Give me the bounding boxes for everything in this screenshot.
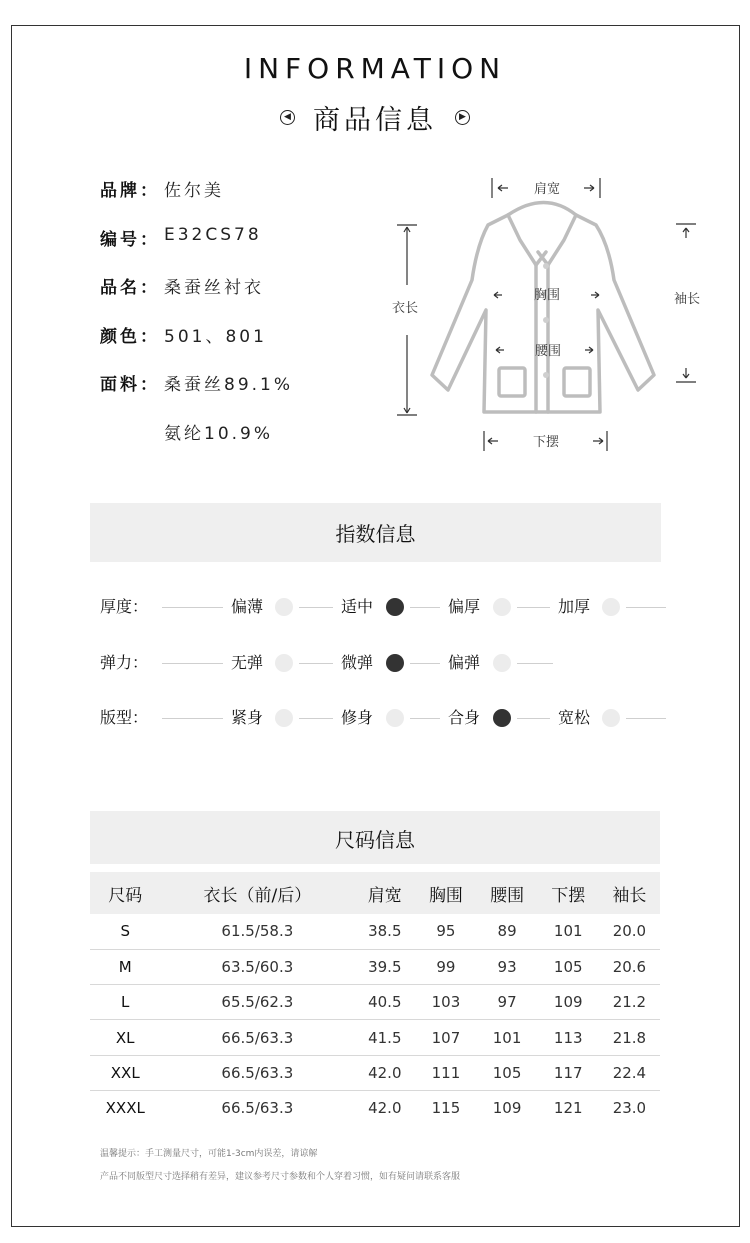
index-connector-line: [162, 718, 223, 719]
info-label: 面料：: [100, 375, 160, 395]
shoulder-label: 肩宽: [533, 182, 561, 197]
info-value: 桑蚕丝衬衣: [164, 278, 264, 298]
page-title-en: INFORMATION: [243, 52, 507, 85]
table-row: [90, 1020, 660, 1055]
index-connector-line: [299, 607, 333, 608]
info-label: 品名：: [100, 278, 160, 298]
index-dot: [493, 654, 511, 672]
size-notes: [100, 1143, 460, 1189]
index-row-label: 弹力：: [100, 653, 149, 672]
table-cell: 41.5: [354, 1020, 415, 1055]
table-cell: 66.5/63.3: [160, 1020, 354, 1055]
index-dot: [602, 709, 620, 727]
info-row-brand: [100, 176, 293, 225]
index-connector-line: [517, 718, 550, 719]
index-option-label: 紧身: [231, 708, 264, 727]
table-cell: 20.0: [599, 914, 660, 949]
index-row-label: 版型：: [100, 708, 149, 727]
table-cell: 39.5: [354, 949, 415, 984]
table-cell: 65.5/62.3: [160, 985, 354, 1020]
table-cell: XXXL: [105, 1099, 145, 1118]
table-cell: 42.0: [368, 1099, 402, 1118]
circle-left-arrow-icon: ◀: [280, 110, 295, 125]
index-connector-line: [299, 718, 333, 719]
index-connector-line: [626, 718, 666, 719]
index-dot-selected: [386, 654, 404, 672]
size-col-header: 袖长: [599, 872, 660, 914]
table-cell: 111: [415, 1055, 476, 1090]
info-row-fabric: [100, 370, 293, 419]
sleeve-label: 袖长: [673, 292, 701, 307]
length-label: 衣长: [391, 301, 419, 316]
index-option-label: 加厚: [558, 597, 591, 616]
table-cell: 21.8: [599, 1020, 660, 1055]
table-cell: 109: [538, 985, 599, 1020]
table-row: [90, 1090, 660, 1125]
index-connector-line: [410, 663, 440, 664]
info-label: 品牌：: [100, 181, 160, 201]
table-cell: 101: [477, 1020, 538, 1055]
table-cell: 109: [492, 1099, 522, 1118]
shirt-measurement-diagram: [380, 170, 710, 460]
table-cell: 107: [415, 1020, 476, 1055]
hem-label: 下摆: [532, 435, 560, 450]
table-cell: 117: [538, 1055, 599, 1090]
index-option-label: 偏弹: [448, 653, 481, 672]
index-section-title: 指数信息: [90, 503, 661, 562]
info-row-name: [100, 273, 293, 322]
size-col-header: 胸围: [415, 872, 476, 914]
index-option-label: 修身: [341, 708, 374, 727]
table-cell: L: [90, 985, 160, 1020]
info-value: E32CS78: [164, 224, 262, 245]
table-cell: XL: [90, 1020, 160, 1055]
page-title-cn-row: [0, 98, 750, 137]
index-connector-line: [517, 607, 550, 608]
info-label: 编号：: [100, 229, 160, 250]
table-cell: 95: [415, 914, 476, 949]
table-row: [90, 949, 660, 984]
index-row: [100, 706, 670, 730]
circle-right-arrow-icon: ▶: [455, 110, 470, 125]
index-dot: [602, 598, 620, 616]
table-cell: 61.5/58.3: [160, 914, 354, 949]
table-cell: M: [90, 949, 160, 984]
table-cell: 97: [477, 985, 538, 1020]
index-row: [100, 651, 670, 675]
table-cell: 42.0: [354, 1055, 415, 1090]
size-col-header: 尺码: [90, 872, 160, 914]
table-cell: 93: [477, 949, 538, 984]
index-option-label: 适中: [341, 597, 374, 616]
index-connector-line: [162, 607, 223, 608]
index-option-label: 偏薄: [231, 597, 264, 616]
size-section-title: 尺码信息: [90, 811, 660, 864]
index-row: [100, 595, 670, 619]
index-dot: [275, 654, 293, 672]
info-value: 氨纶10.9%: [164, 423, 274, 444]
size-table: [90, 872, 660, 1126]
table-cell: 40.5: [354, 985, 415, 1020]
size-table-header-row: [90, 872, 660, 914]
table-cell: 105: [538, 949, 599, 984]
table-cell: 121: [553, 1099, 583, 1118]
index-option-label: 合身: [448, 708, 481, 727]
info-value: 501、801: [164, 326, 267, 347]
index-option-label: 无弹: [231, 653, 264, 672]
index-row-label: 厚度：: [100, 597, 149, 616]
index-connector-line: [162, 663, 223, 664]
index-connector-line: [626, 607, 666, 608]
index-dot-selected: [386, 598, 404, 616]
table-cell: 63.5/60.3: [160, 949, 354, 984]
length-arrow-icon: [397, 225, 417, 415]
index-dot: [493, 598, 511, 616]
table-cell: 103: [415, 985, 476, 1020]
table-cell: 22.4: [599, 1055, 660, 1090]
waist-label: 腰围: [534, 344, 562, 359]
table-cell: 113: [538, 1020, 599, 1055]
size-col-header: 下摆: [538, 872, 599, 914]
index-connector-line: [410, 718, 440, 719]
product-info-list: [100, 176, 293, 467]
shirt-diagram-svg: [380, 170, 710, 460]
table-cell: 20.6: [599, 949, 660, 984]
table-cell: 21.2: [599, 985, 660, 1020]
index-dot-selected: [493, 709, 511, 727]
note-line-2: 产品不同版型尺寸选择稍有差异，建议参考尺寸参数和个人穿着习惯，如有疑问请联系客服: [100, 1172, 461, 1182]
table-cell: 23.0: [612, 1099, 647, 1118]
info-row-color: [100, 322, 293, 371]
note-line-1: 温馨提示：手工测量尺寸，可能1-3cm内误差，请谅解: [100, 1149, 318, 1159]
index-option-label: 微弹: [341, 653, 374, 672]
table-cell: 66.5/63.3: [221, 1099, 294, 1118]
index-option-label: 偏厚: [448, 597, 481, 616]
index-option-label: 宽松: [558, 708, 591, 727]
table-cell: XXL: [90, 1055, 160, 1090]
info-value: 桑蚕丝89.1%: [164, 375, 294, 395]
table-row: [90, 914, 660, 949]
table-cell: 115: [431, 1099, 461, 1118]
info-row-fabric-2: [100, 419, 293, 468]
index-dot: [275, 598, 293, 616]
page-title-cn: 商品信息: [313, 105, 437, 136]
size-col-header: 腰围: [477, 872, 538, 914]
chest-label: 胸围: [533, 288, 561, 303]
info-label: 颜色：: [100, 326, 160, 347]
shirt-outline-icon: [432, 203, 654, 413]
index-dot: [275, 709, 293, 727]
table-cell: 38.5: [354, 914, 415, 949]
size-table-body: [90, 914, 660, 1126]
info-value: 佐尔美: [164, 181, 224, 201]
table-row: [90, 985, 660, 1020]
index-connector-line: [517, 663, 553, 664]
table-cell: 66.5/63.3: [160, 1055, 354, 1090]
table-cell: 105: [477, 1055, 538, 1090]
info-row-code: [100, 225, 293, 274]
index-connector-line: [410, 607, 440, 608]
index-connector-line: [299, 663, 333, 664]
table-row: [90, 1055, 660, 1090]
table-cell: 89: [477, 914, 538, 949]
index-dot: [386, 709, 404, 727]
size-col-header: 肩宽: [354, 872, 415, 914]
size-col-header: 衣长（前/后）: [160, 872, 354, 914]
table-cell: 101: [538, 914, 599, 949]
table-cell: 99: [415, 949, 476, 984]
table-cell: S: [90, 914, 160, 949]
